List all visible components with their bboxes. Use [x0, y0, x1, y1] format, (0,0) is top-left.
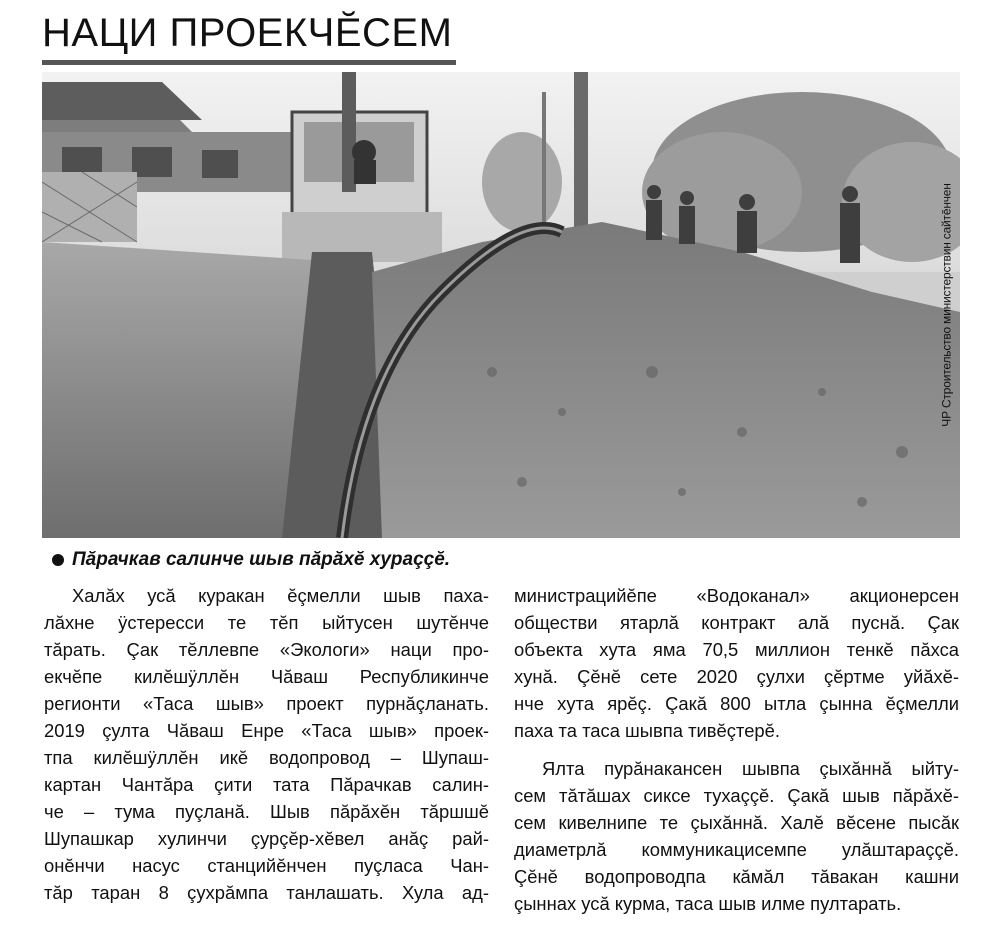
text-line: тăр таран 8 çухрăмпа танлашать. Хула ад- — [44, 882, 489, 903]
article-paragraph — [44, 582, 489, 906]
text-line: хунă. Çĕнĕ сете 2020 çулхи çĕртме уйăхĕ- — [514, 666, 959, 687]
article-column-right — [514, 582, 959, 917]
text-line: Шупашкар хулинчи çурçĕр-хĕвел анăç рай- — [44, 828, 489, 849]
text-line: лăхне ÿстересси те тĕп ыйтусен шутĕнче — [44, 612, 489, 633]
text-line: Ялта пурăнакансен шывпа çыхăннă ыйту- — [542, 758, 959, 779]
text-line: обществи ятарлă контракт алă пуснă. Çак — [514, 612, 959, 633]
section-title: НАЦИ ПРОЕКЧĔСЕМ — [42, 11, 453, 55]
text-line: объекта хута яма 70,5 миллион тенкĕ пăхса — [514, 639, 959, 660]
text-line: министрацийĕпе «Водоканал» акционерсен — [514, 585, 959, 606]
text-line: Халăх усă куракан ĕçмелли шыв паха- — [72, 585, 489, 606]
text-line: тпа килĕшÿллĕн икĕ водопровод – Шупаш- — [44, 747, 489, 768]
photo-credit — [934, 72, 960, 538]
text-line: диаметрлă коммуникацисемпе улăштараççĕ. — [514, 839, 959, 860]
text-line: регионти «Таса шыв» проект пурнăçланать. — [44, 693, 489, 714]
header-underline — [42, 60, 456, 65]
text-line: сем тăтăшах сиксе тухаççĕ. Çакă шыв пăрăхĕ- — [514, 785, 959, 806]
text-line: çыннах усă курма, таса шыв илме пултарать. — [514, 893, 902, 914]
text-line: нче хута ярĕç. Çакă 800 ытла çынна ĕçмелли — [514, 693, 959, 714]
article-paragraph — [514, 582, 959, 744]
text-line: Çĕнĕ водопроводпа кăмăл тăвакан кашни — [514, 866, 959, 887]
photo-illustration — [42, 72, 960, 538]
text-line: тăрать. Çак тĕллевпе «Экологи» наци про- — [44, 639, 489, 660]
text-line: картан Чантăра çити тата Пăрачкав салин- — [44, 774, 489, 795]
photo-credit-text: ЧР Строительство министерствин сайтĕнчен — [940, 183, 955, 427]
text-line: онĕнчи насус станцийĕнчен пуçласа Чан- — [44, 855, 489, 876]
text-line: 2019 çулта Чăваш Енре «Таса шыв» проек- — [44, 720, 489, 741]
paragraph-gap — [514, 744, 959, 755]
article-column-left — [44, 582, 489, 906]
article-photo — [42, 72, 960, 538]
section-header — [42, 8, 456, 66]
bullet-icon — [52, 554, 64, 566]
text-line: паха та таса шывпа тивĕçтерĕ. — [514, 720, 780, 741]
photo-caption-text: Пăрачкав салинче шыв пăрăхĕ хураççĕ. — [72, 549, 451, 570]
article-body — [44, 582, 964, 942]
text-line: сем кивелнипе те çыхăннă. Халĕ вĕсене пысăк — [514, 812, 959, 833]
text-line: че – тума пуçланă. Шыв пăрăхĕн тăршшĕ — [44, 801, 489, 822]
article-paragraph — [514, 755, 959, 917]
photo-caption — [52, 548, 692, 572]
text-line: екчĕпе килĕшÿллĕн Чăваш Республикинче — [44, 666, 489, 687]
